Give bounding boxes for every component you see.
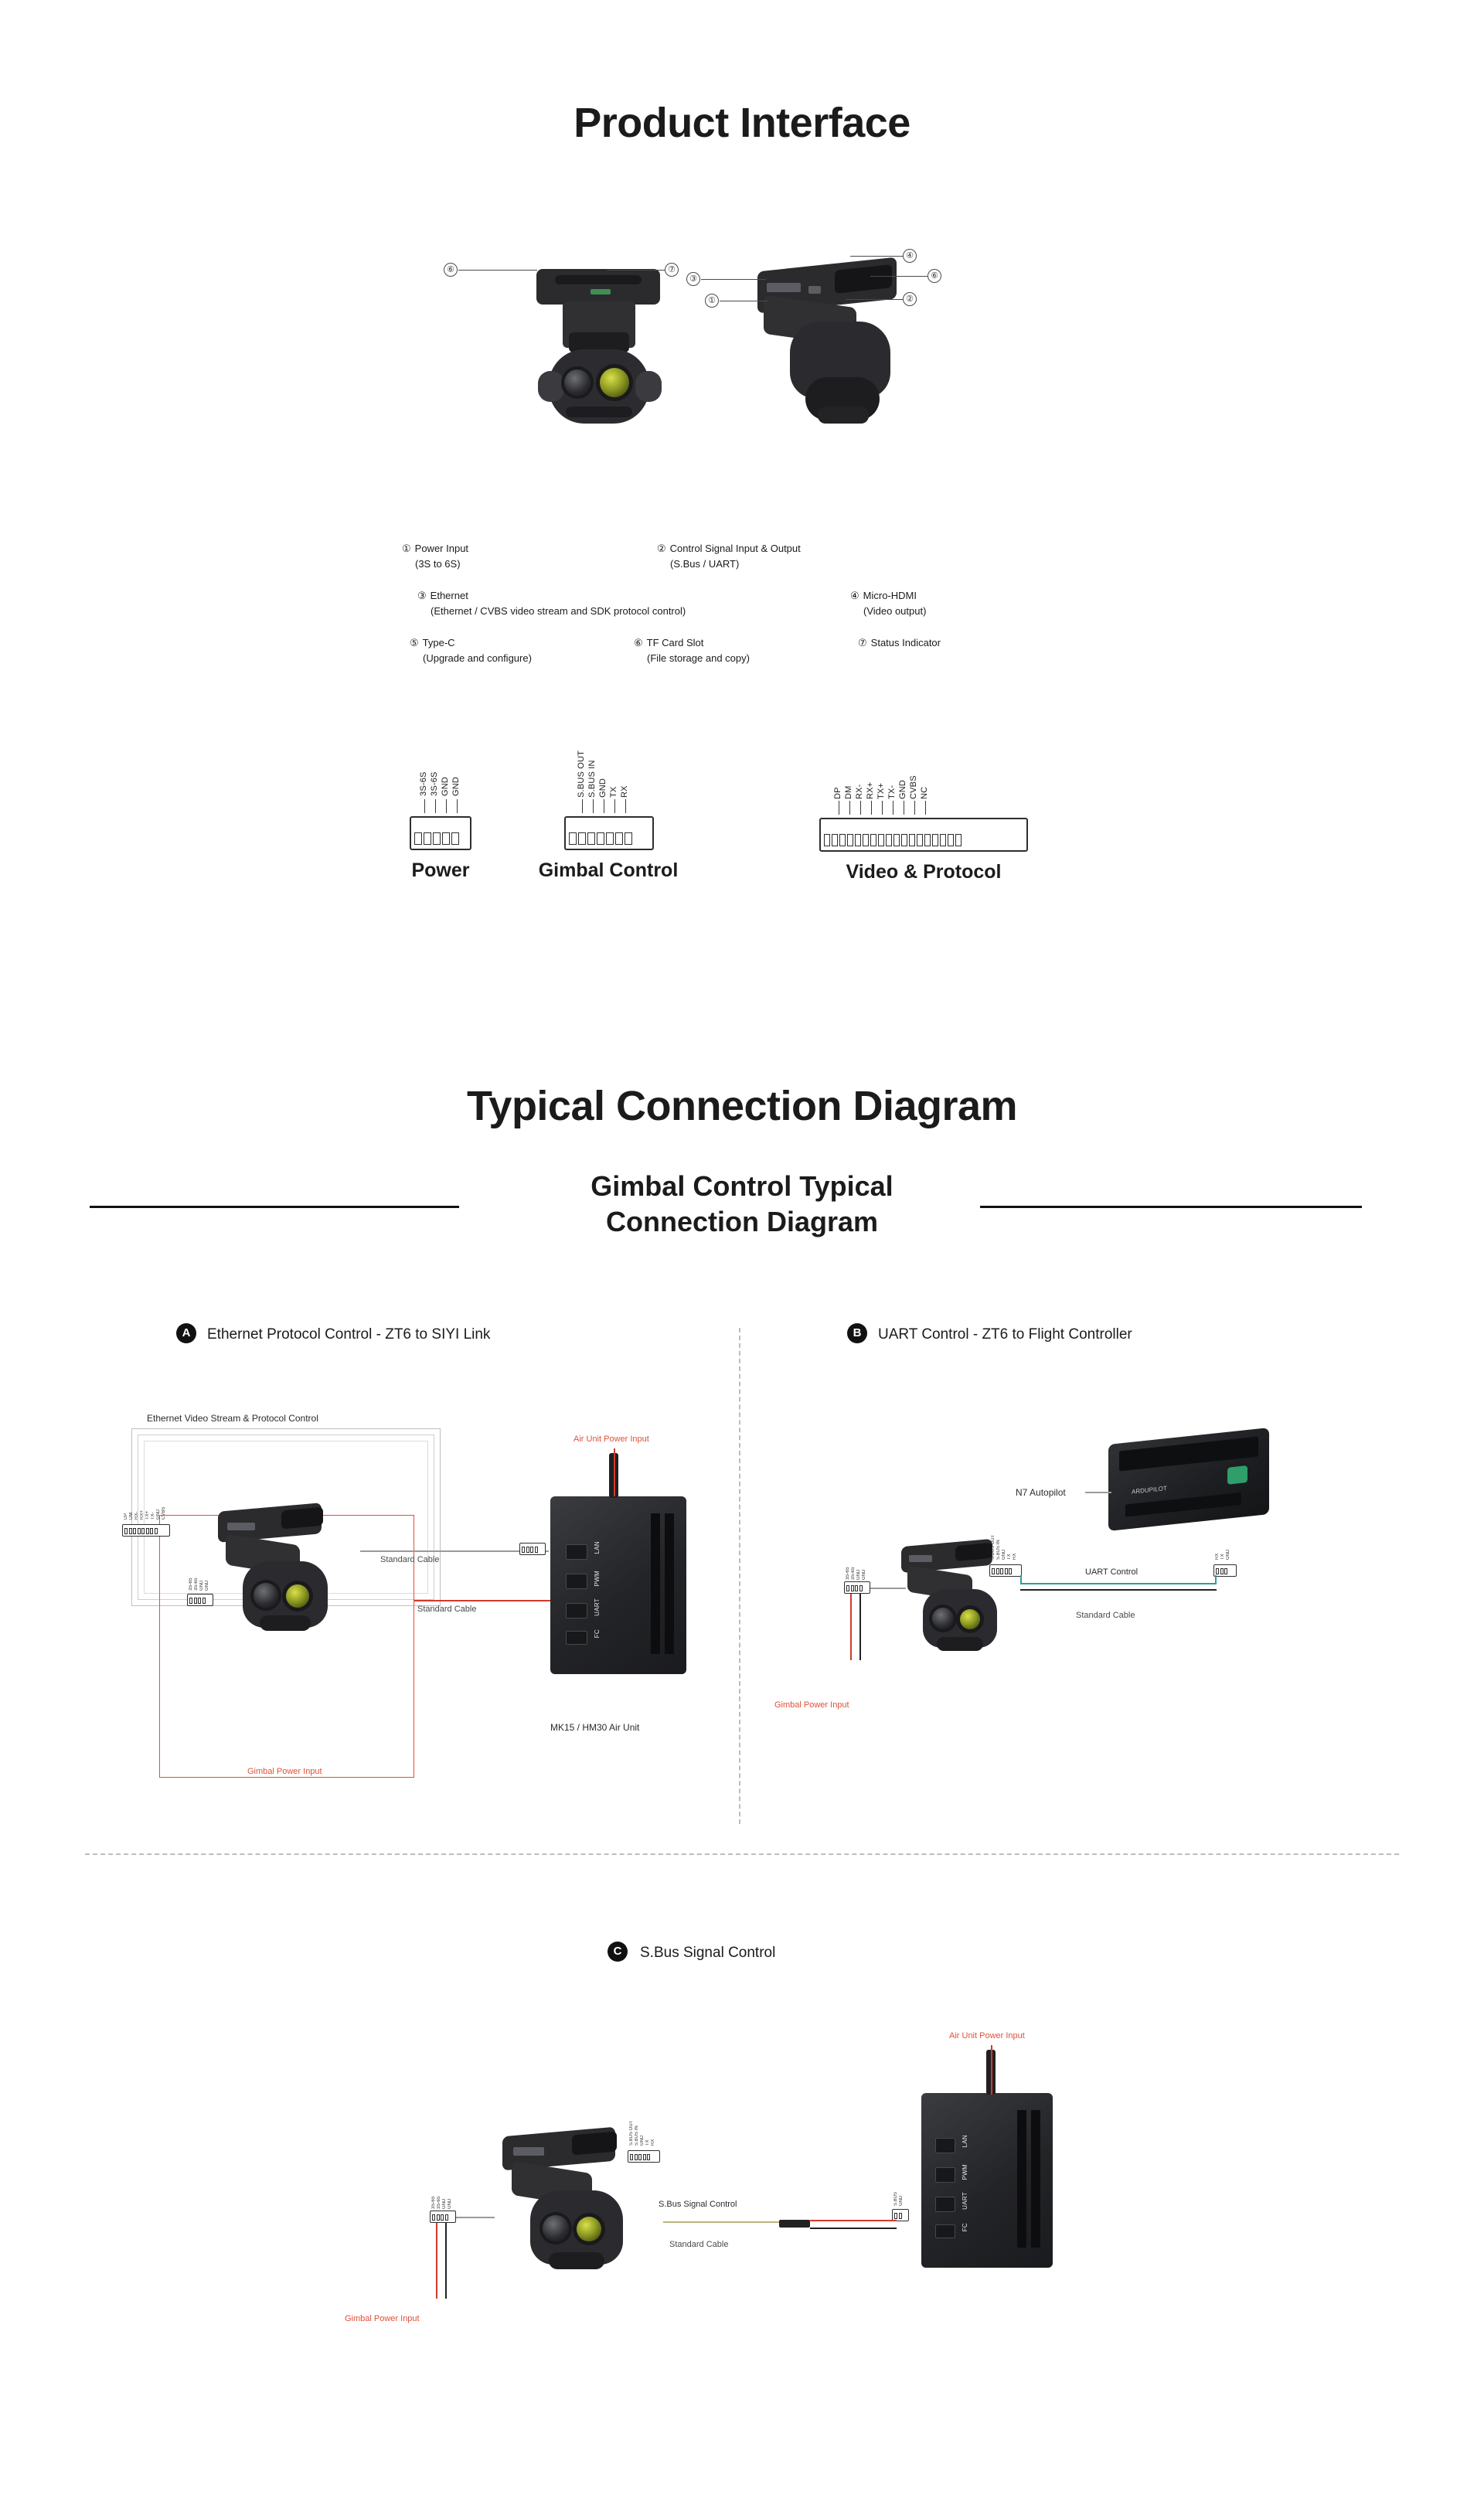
section-heading-gimbal-control xyxy=(0,1169,1484,1240)
air-unit-port-label-lan: LAN xyxy=(594,1541,601,1554)
connector-pin xyxy=(932,834,938,846)
plug-pin xyxy=(445,2214,448,2221)
sbus-wire-olive xyxy=(663,2221,779,2223)
pin-label-gc-1: S.BUS IN xyxy=(587,760,597,798)
legend-sub-2: (S.Bus / UART) xyxy=(670,557,740,570)
air-unit-c-label-lan: LAN xyxy=(962,2135,968,2148)
section-title-a: Ethernet Protocol Control - ZT6 to SIYI Link xyxy=(207,1326,491,1343)
legend-index-4: ④ xyxy=(850,590,859,601)
standard-cable-wire-a2 xyxy=(414,1600,550,1601)
n7-leader-line xyxy=(1085,1492,1111,1493)
legend-sub-4: (Video output) xyxy=(863,604,927,617)
legend-item-7 xyxy=(858,635,1082,665)
pin-minilabels-b-power: 3S-6S 3S-6S GND GND xyxy=(846,1567,866,1580)
pin-label-gc-3: TX xyxy=(609,786,618,798)
connector-pin xyxy=(940,834,946,846)
legend-sub-1: (3S to 6S) xyxy=(415,557,461,570)
section-heading-line-2: Connection Diagram xyxy=(605,1206,879,1238)
diagram-a-top-label: Ethernet Video Stream & Protocol Control xyxy=(147,1413,318,1424)
connector-title-video-protocol: Video & Protocol xyxy=(846,861,1002,883)
connector-body-gimbal-control xyxy=(564,816,654,850)
legend-index-6: ⑥ xyxy=(634,637,643,648)
page-title-typical-connection: Typical Connection Diagram xyxy=(466,1083,1018,1129)
standard-cable-label-a2: Standard Cable xyxy=(417,1605,477,1614)
plug-pin xyxy=(437,2214,440,2221)
air-unit-port-label-fc: FC xyxy=(594,1629,601,1639)
pin-label-vp-5: TX- xyxy=(887,785,897,799)
legend-label-7: Status Indicator xyxy=(870,637,941,648)
heading-rule-left xyxy=(90,1206,459,1208)
air-unit-c-label-uart: UART xyxy=(962,2192,968,2210)
standard-cable-label-c: Standard Cable xyxy=(669,2240,729,2249)
air-unit-power-label-a: Air Unit Power Input xyxy=(574,1435,649,1444)
plug-gimbal-control-b xyxy=(989,1564,1022,1577)
legend-index-7: ⑦ xyxy=(858,637,867,648)
plug-gimbal-control-c xyxy=(628,2150,660,2163)
gimbal-diagram-a xyxy=(195,1475,373,1691)
legend-index-2: ② xyxy=(657,543,666,554)
section-badge-b: B xyxy=(847,1323,867,1343)
connector-pin xyxy=(855,834,861,846)
connector-pin xyxy=(578,832,586,845)
legend-label-2: Control Signal Input & Output xyxy=(669,543,801,554)
section-title-c: S.Bus Signal Control xyxy=(640,1945,776,1961)
legend-item-6 xyxy=(634,635,858,665)
gimbal-power-leader-b xyxy=(870,1588,906,1589)
air-unit-port-lan xyxy=(566,1544,587,1560)
legend-index-3: ③ xyxy=(417,590,427,601)
plug-pin xyxy=(522,1547,525,1553)
gimbal-power-wire-c1 xyxy=(436,2223,437,2299)
connector-pin xyxy=(839,834,846,846)
legend-item-3 xyxy=(417,588,850,618)
callout-3-right: ③ xyxy=(686,272,700,286)
sbus-wire-black-2 xyxy=(810,2228,897,2229)
connector-pinouts xyxy=(340,742,1159,997)
legend-label-4: Micro-HDMI xyxy=(863,590,917,601)
leader-line-3 xyxy=(701,279,766,280)
air-unit-c-port-fc xyxy=(935,2224,955,2238)
connector-pin xyxy=(433,832,441,845)
plug-pin xyxy=(129,1528,132,1534)
connector-pin xyxy=(863,834,869,846)
pin-label-vp-1: DM xyxy=(844,785,853,799)
pin-label-gc-2: GND xyxy=(598,778,608,798)
plug-pin xyxy=(643,2154,646,2160)
air-unit-port-label-pwm: PWM xyxy=(594,1571,601,1587)
gimbal-power-wire-b2 xyxy=(859,1594,861,1660)
air-unit-port-fc xyxy=(566,1631,587,1645)
plug-pin xyxy=(647,2154,650,2160)
sbus-wire-black xyxy=(779,2220,810,2228)
plug-flight-controller-b xyxy=(1213,1564,1237,1577)
connector-pin xyxy=(597,832,604,845)
pin-minilabels-c-gimbal: S.BUS OUT S.BUS IN GND TX RX xyxy=(629,2120,655,2146)
pin-label-vp-0: DP xyxy=(833,787,842,799)
pin-label-power-1: 3S-6S xyxy=(430,771,439,796)
air-unit-port-uart xyxy=(566,1603,587,1618)
air-unit-c-port-uart xyxy=(935,2197,955,2212)
plug-pin xyxy=(146,1528,149,1534)
connector-pin xyxy=(625,832,632,845)
plug-pin xyxy=(635,2154,638,2160)
pin-label-power-3: GND xyxy=(451,776,461,796)
pin-label-vp-6: GND xyxy=(898,779,907,799)
standard-cable-label-a1: Standard Cable xyxy=(380,1555,440,1564)
pin-label-vp-2: RX- xyxy=(855,784,864,799)
divider-horizontal xyxy=(85,1853,1399,1855)
legend-label-3: Ethernet xyxy=(430,590,468,601)
pin-label-gc-0: S.BUS OUT xyxy=(577,750,586,798)
air-unit-power-label-c: Air Unit Power Input xyxy=(949,2031,1025,2040)
air-unit-c xyxy=(921,2093,1053,2268)
plug-pin xyxy=(846,1585,849,1591)
n7-autopilot-device xyxy=(1108,1428,1269,1531)
pin-label-power-2: GND xyxy=(441,776,450,796)
connector-pin xyxy=(451,832,459,845)
plug-pin xyxy=(530,1547,533,1553)
pin-minilabels-b-fc: RX TX GND xyxy=(1215,1549,1230,1560)
sbus-wire-red xyxy=(810,2220,897,2221)
plug-power-c xyxy=(430,2211,456,2223)
plug-pin xyxy=(851,1585,854,1591)
sbus-control-label: S.Bus Signal Control xyxy=(659,2200,737,2209)
gimbal-power-wire-c2 xyxy=(445,2223,447,2299)
connector-pin xyxy=(893,834,900,846)
legend-item-5 xyxy=(410,635,634,665)
n7-indicator-chip xyxy=(1227,1465,1247,1485)
air-unit-mk15-hm30 xyxy=(550,1496,686,1674)
air-unit-c-power-wire xyxy=(991,2045,992,2095)
connector-pin xyxy=(847,834,853,846)
legend-row-2 xyxy=(402,588,1098,618)
legend-row-3 xyxy=(402,635,1098,665)
plug-pin xyxy=(638,2154,642,2160)
standard-cable-label-b: Standard Cable xyxy=(1076,1611,1135,1620)
page-title-product-interface: Product Interface xyxy=(574,100,910,146)
interface-legend xyxy=(402,541,1098,682)
plug-pin xyxy=(859,1585,863,1591)
connector-pin xyxy=(442,832,450,845)
air-unit-vent xyxy=(665,1513,674,1654)
air-unit-c-port-lan xyxy=(935,2138,955,2153)
connector-pin xyxy=(424,832,431,845)
plug-pin xyxy=(441,2214,444,2221)
plug-pin xyxy=(855,1585,858,1591)
pin-minilabels-a-top: DP DM RX- RX+ TX+ TX- GND CVBS xyxy=(124,1506,166,1520)
connector-body-video-protocol xyxy=(819,818,1028,852)
section-badge-c: C xyxy=(608,1942,628,1962)
n7-port-strip xyxy=(1125,1492,1241,1517)
leader-line-7-left xyxy=(607,270,665,271)
pin-label-vp-4: TX+ xyxy=(876,782,886,799)
air-unit-c-label-fc: FC xyxy=(962,2223,968,2232)
connector-pin xyxy=(901,834,907,846)
gimbal-rear-view xyxy=(719,247,935,502)
air-unit-vent xyxy=(1017,2110,1026,2248)
uart-wire-up-left xyxy=(1020,1575,1022,1584)
air-unit-vent xyxy=(651,1513,660,1654)
plug-pin xyxy=(1216,1568,1219,1574)
gimbal-front-view xyxy=(510,255,688,502)
plug-pin xyxy=(1220,1568,1224,1574)
connector-pin xyxy=(909,834,915,846)
plug-pin xyxy=(996,1568,999,1574)
connector-pin xyxy=(832,834,838,846)
legend-row-1 xyxy=(402,541,1098,571)
legend-index-5: ⑤ xyxy=(410,637,419,648)
pin-label-gc-4: RX xyxy=(620,785,629,798)
air-unit-power-wire-a xyxy=(614,1448,615,1496)
plug-pin xyxy=(1009,1568,1012,1574)
legend-label-6: TF Card Slot xyxy=(646,637,704,648)
connector-pin xyxy=(924,834,931,846)
legend-item-1 xyxy=(402,541,657,571)
uart-wire-up-right xyxy=(1215,1575,1217,1584)
n7-autopilot-label: N7 Autopilot xyxy=(1016,1487,1066,1498)
uart-control-label: UART Control xyxy=(1085,1567,1139,1577)
air-unit-port-label-uart: UART xyxy=(594,1598,601,1616)
divider-vertical xyxy=(739,1328,740,1824)
connector-pin xyxy=(569,832,577,845)
connector-body-power xyxy=(410,816,471,850)
pin-minilabels-c-air: S.BUS GND xyxy=(893,2191,904,2206)
plug-pin xyxy=(535,1547,538,1553)
plug-pin xyxy=(203,1598,206,1604)
product-figure xyxy=(433,232,1051,541)
plug-power-b xyxy=(844,1581,870,1594)
pin-label-vp-3: RX+ xyxy=(866,781,875,799)
legend-item-2 xyxy=(657,541,989,571)
plug-pin xyxy=(198,1598,201,1604)
leader-line-6-right xyxy=(870,276,928,277)
plug-pin xyxy=(141,1528,145,1534)
section-title-b: UART Control - ZT6 to Flight Controller xyxy=(878,1326,1132,1343)
connector-title-power: Power xyxy=(411,859,470,881)
air-unit-device-label: MK15 / HM30 Air Unit xyxy=(550,1722,640,1733)
air-unit-port-pwm xyxy=(566,1574,587,1589)
leader-line-2 xyxy=(846,299,903,300)
section-heading-line-1: Gimbal Control Typical xyxy=(591,1170,893,1202)
plug-pin xyxy=(894,2213,897,2219)
legend-sub-3: (Ethernet / CVBS video stream and SDK protocol control) xyxy=(431,604,686,617)
leader-line-4 xyxy=(850,256,903,257)
callout-4-right: ④ xyxy=(903,249,917,263)
plug-air-unit-a xyxy=(519,1543,546,1555)
connector-pin xyxy=(414,832,422,845)
gimbal-power-leader-c xyxy=(456,2217,495,2218)
gimbal-power-label-c: Gimbal Power Input xyxy=(345,2314,420,2323)
plug-pin xyxy=(194,1598,197,1604)
pin-minilabels-a-power: 3S-6S 3S-6S GND GND xyxy=(189,1578,209,1591)
connector-pin xyxy=(878,834,884,846)
plug-pin xyxy=(133,1528,136,1534)
legend-sub-6: (File storage and copy) xyxy=(647,652,750,664)
connector-pin xyxy=(917,834,923,846)
n7-brand-label: ARDUPILOT xyxy=(1132,1484,1167,1496)
uart-wire-1 xyxy=(1020,1583,1217,1584)
plug-pin xyxy=(899,2213,902,2219)
plug-video-protocol-a xyxy=(122,1524,170,1537)
plug-pin xyxy=(432,2214,435,2221)
plug-pin xyxy=(150,1528,153,1534)
plug-pin xyxy=(138,1528,141,1534)
connector-pin xyxy=(824,834,830,846)
section-badge-a: A xyxy=(176,1323,196,1343)
plug-pin xyxy=(1000,1568,1003,1574)
connector-pin xyxy=(886,834,892,846)
connector-pin xyxy=(606,832,614,845)
leader-line-6-left xyxy=(458,270,537,271)
callout-1-right: ① xyxy=(705,294,719,308)
callout-6-right: ⑥ xyxy=(928,269,941,283)
connector-pin xyxy=(870,834,876,846)
callout-7-left: ⑦ xyxy=(665,263,679,277)
plug-pin xyxy=(992,1568,995,1574)
plug-pin xyxy=(630,2154,633,2160)
legend-label-5: Type-C xyxy=(422,637,455,648)
gimbal-power-label-b: Gimbal Power Input xyxy=(774,1700,849,1710)
callout-2-right: ② xyxy=(903,292,917,306)
connector-title-gimbal-control: Gimbal Control xyxy=(538,859,679,881)
legend-item-4 xyxy=(850,588,1098,618)
pin-minilabels-c-power: 3S-6S 3S-6S GND GND xyxy=(431,2196,452,2209)
air-unit-c-port-pwm xyxy=(935,2167,955,2183)
uart-wire-2 xyxy=(1020,1589,1217,1591)
pin-minilabels-b-gimbal: S.BUS OUT S.BUS IN GND TX RX xyxy=(991,1534,1017,1560)
legend-label-1: Power Input xyxy=(414,543,469,554)
pin-label-vp-8: NC xyxy=(920,786,929,799)
plug-power-a xyxy=(187,1594,213,1606)
plug-pin xyxy=(1005,1568,1008,1574)
legend-sub-5: (Upgrade and configure) xyxy=(423,652,532,664)
gimbal-power-label-a: Gimbal Power Input xyxy=(247,1767,322,1776)
gimbal-power-wire-b1 xyxy=(850,1594,852,1660)
plug-pin xyxy=(189,1598,192,1604)
pin-label-vp-7: CVBS xyxy=(909,775,918,799)
connector-pin xyxy=(948,834,954,846)
pin-label-power-0: 3S-6S xyxy=(419,771,428,796)
plug-pin xyxy=(124,1528,128,1534)
connector-pin xyxy=(587,832,595,845)
plug-pin xyxy=(1224,1568,1227,1574)
callout-6-left: ⑥ xyxy=(444,263,458,277)
connector-pin xyxy=(955,834,962,846)
plug-pin xyxy=(526,1547,529,1553)
plug-pin xyxy=(155,1528,158,1534)
legend-index-1: ① xyxy=(402,543,411,554)
gimbal-diagram-b xyxy=(881,1518,1043,1711)
connector-pin xyxy=(615,832,623,845)
air-unit-c-label-pwm: PWM xyxy=(962,2164,968,2180)
heading-rule-right xyxy=(980,1206,1362,1208)
air-unit-vent xyxy=(1031,2110,1040,2248)
